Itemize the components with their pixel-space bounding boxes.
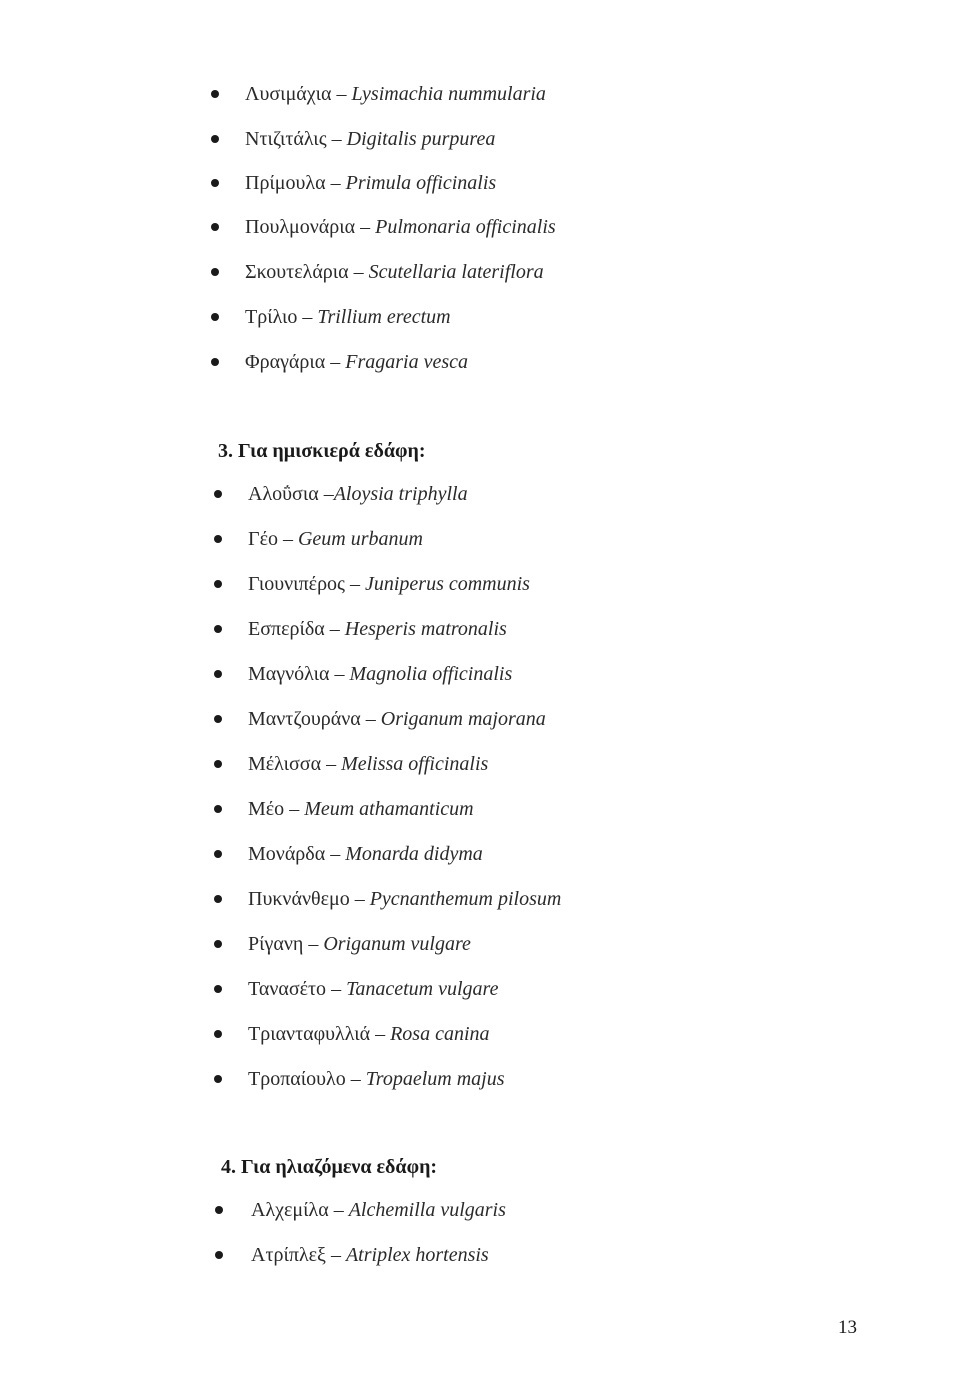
bullet-icon [211,179,219,187]
separator: – [328,1199,349,1221]
separator: – [318,483,334,505]
section-heading-semi-shade: 3. Για ημισκιερά εδάφη: [218,440,426,462]
common-name: Γιουνιπέρος [248,573,345,595]
common-name: Τρίλιο [245,306,298,328]
bullet-icon [214,895,222,903]
common-name: Πρίμουλα [245,172,326,194]
common-name: Μονάρδα [248,843,326,865]
latin-name: Meum athamanticum [304,798,474,820]
latin-name: Alchemilla vulgaris [348,1199,506,1221]
latin-name: Atriplex hortensis [345,1244,489,1266]
latin-name: Pulmonaria officinalis [375,216,556,238]
bullet-icon [214,715,222,723]
bullet-icon [214,760,222,768]
common-name: Μαγνόλια [248,663,330,685]
separator: – [325,843,346,865]
common-name: Τανασέτο [248,978,327,1000]
latin-name: Tanacetum vulgare [346,978,499,1000]
common-name: Μέλισσα [248,753,322,775]
latin-name: Geum urbanum [297,528,423,550]
bullet-icon [215,1206,223,1214]
common-name: Ατρίπλεξ [251,1244,326,1266]
latin-name: Primula officinalis [345,172,497,194]
common-name: Τροπαίουλο [248,1068,346,1090]
separator: – [284,798,305,820]
separator: – [360,708,381,730]
common-name: Φραγάρια [245,351,326,373]
latin-name: Monarda didyma [345,843,483,865]
separator: – [355,216,376,238]
separator: – [348,261,369,283]
bullet-icon [211,223,219,231]
common-name: Πουλμονάρια [245,216,356,238]
bullet-icon [214,940,222,948]
latin-name: Tropaelum majus [365,1068,505,1090]
common-name: Λυσιμάχια [245,83,332,105]
bullet-icon [214,490,222,498]
bullet-icon [214,1075,222,1083]
bullet-icon [214,850,222,858]
bullet-icon [215,1251,223,1259]
common-name: Ρίγανη [248,933,304,955]
separator: – [326,128,347,150]
latin-name: Hesperis matronalis [344,618,507,640]
common-name: Γέο [248,528,278,550]
latin-name: Magnolia officinalis [349,663,513,685]
latin-name: Juniperus communis [364,573,530,595]
separator: – [321,753,342,775]
separator: – [331,83,352,105]
bullet-icon [214,580,222,588]
bullet-icon [211,135,219,143]
common-name: Μαντζουράνα [248,708,361,730]
latin-name: Trillium erectum [317,306,451,328]
separator: – [325,1244,346,1266]
separator: – [324,618,345,640]
bullet-icon [214,625,222,633]
bullet-icon [211,313,219,321]
common-name: Εσπερίδα [248,618,325,640]
latin-name: Melissa officinalis [341,753,489,775]
latin-name: Scutellaria lateriflora [368,261,544,283]
bullet-icon [214,670,222,678]
common-name: Αλοΰσια [248,483,319,505]
common-name: Τριανταφυλλιά [248,1023,371,1045]
separator: – [325,351,346,373]
common-name: Μέο [248,798,285,820]
common-name: Πυκνάνθεμο [248,888,350,910]
bullet-icon [211,268,219,276]
latin-name: Aloysia triphylla [333,483,468,505]
bullet-icon [214,1030,222,1038]
latin-name: Origanum majorana [380,708,546,730]
latin-name: Origanum vulgare [323,933,471,955]
separator: – [370,1023,391,1045]
bullet-icon [211,358,219,366]
separator: – [325,172,346,194]
separator: – [344,573,365,595]
separator: – [329,663,350,685]
separator: – [345,1068,366,1090]
latin-name: Lysimachia nummularia [351,83,546,105]
common-name: Σκουτελάρια [245,261,349,283]
bullet-icon [211,90,219,98]
common-name: Ντιζιτάλις [245,128,327,150]
bullet-icon [214,805,222,813]
latin-name: Digitalis purpurea [346,128,496,150]
section-heading-sunny: 4. Για ηλιαζόμενα εδάφη: [221,1156,438,1178]
page-number: 13 [838,1317,857,1338]
common-name: Αλχεμίλα [251,1199,329,1221]
separator: – [326,978,347,1000]
separator: – [303,933,324,955]
separator: – [277,528,298,550]
bullet-icon [214,985,222,993]
separator: – [349,888,370,910]
latin-name: Fragaria vesca [345,351,468,373]
bullet-icon [214,535,222,543]
latin-name: Rosa canina [390,1023,490,1045]
latin-name: Pycnanthemum pilosum [369,888,562,910]
separator: – [297,306,318,328]
